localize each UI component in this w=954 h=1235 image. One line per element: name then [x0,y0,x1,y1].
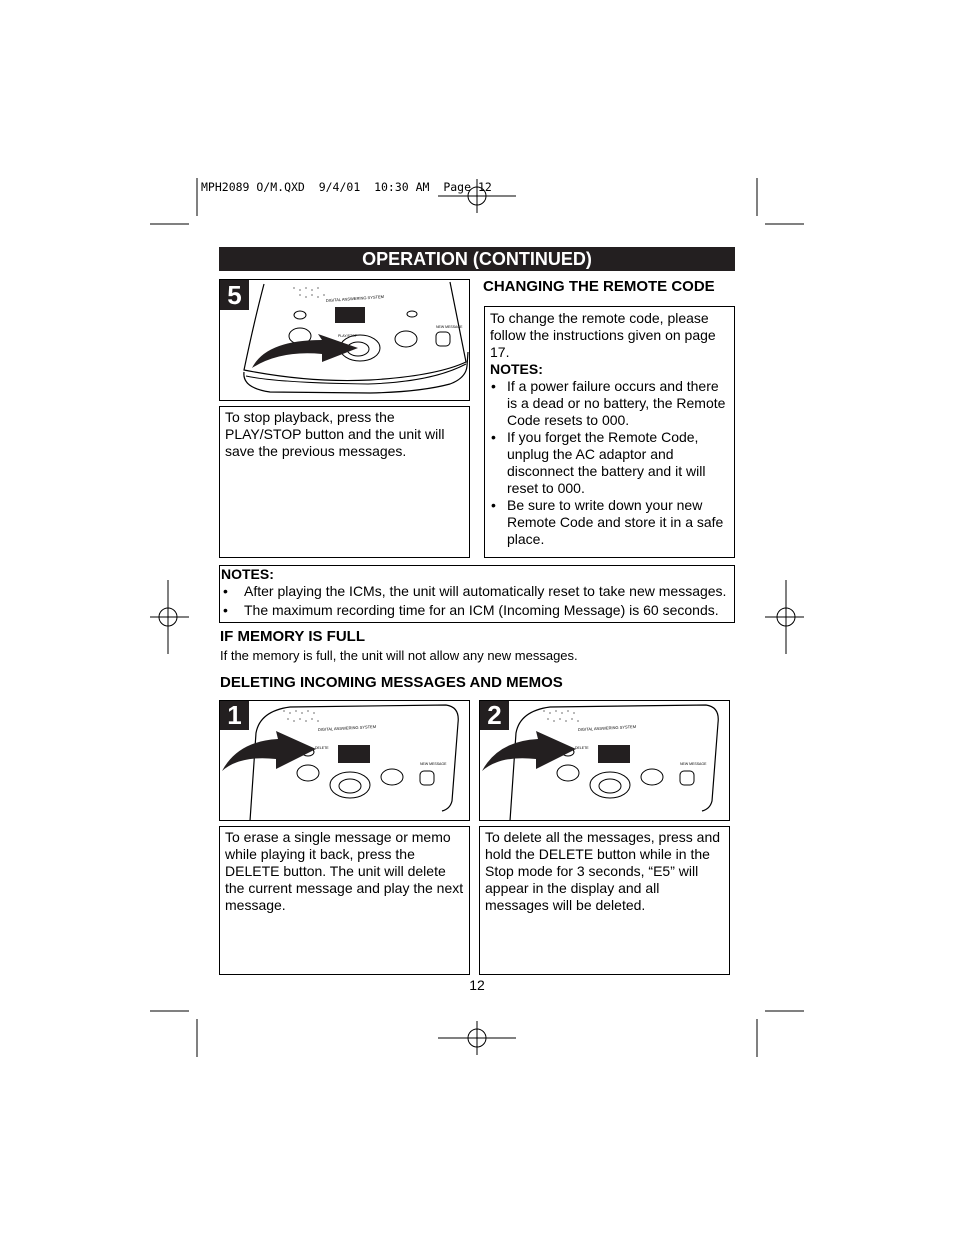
step2-caption-box [479,826,730,975]
step5-number: 5 [220,280,249,310]
remote-code-notes-label: NOTES: [490,361,543,377]
general-note: • After playing the ICMs, the unit will automatically reset to take new messages. [221,582,730,601]
memory-full-heading: IF MEMORY IS FULL [220,628,365,645]
answering-machine-image [240,280,470,401]
step1-caption-box [219,826,470,975]
delete-label: DELETE [575,746,589,750]
general-notes-box [219,565,735,623]
answering-machine-image [480,701,730,821]
brand-arc-label: DIGITAL ANSWERING SYSTEM [317,723,377,732]
general-note: • The maximum recording time for an ICM (Incoming Message) is 60 seconds. [221,601,730,620]
step5-illustration [219,279,470,401]
step2-illustration [479,700,730,821]
step2-number: 2 [480,701,509,730]
new-message-label: NEW MESSAGE [436,325,463,329]
playstop-label: PLAY/STOP [338,334,358,338]
general-notes-label: NOTES: [221,566,274,582]
new-message-label: NEW MESSAGE [680,762,707,766]
answering-machine-image [220,701,470,821]
step5-caption: To stop playback, press the PLAY/STOP button and the unit will save the previous messages. [225,409,445,459]
banner-title: OPERATION (CONTINUED) [362,248,592,269]
step1-illustration [219,700,470,821]
section-banner [219,247,735,271]
step5-caption-box [219,406,470,558]
page-number: 12 [469,977,485,993]
memory-full-text: If the memory is full, the unit will not allow any new messages. [220,648,578,663]
new-message-label: NEW MESSAGE [420,762,447,766]
file-slug-line: MPH2089 O/M.QXD 9/4/01 10:30 AM Page 12 [201,180,492,194]
step2-caption: To delete all the messages, press and hold the DELETE button while in the Stop mode for 3 seconds, “E5” will appear in the display and all messages will be deleted. [485,829,721,913]
brand-arc-label: DIGITAL ANSWERING SYSTEM [577,723,637,732]
step1-number: 1 [220,701,249,730]
step1-caption: To erase a single message or memo while playing it back, press the DELETE button. The unit will delete the current message and play the next message. [225,829,464,913]
remote-code-intro: To change the remote code, please follow the instructions given on page 17. [490,310,716,360]
remote-code-note: • If you forget the Remote Code, unplug the AC adaptor and disconnect the battery and it will reset to 000. [490,429,729,497]
remote-code-note: • If a power failure occurs and there is a dead or no battery, the Remote Code resets to 000. [490,378,729,429]
delete-label: DELETE [315,746,329,750]
brand-arc-label: DIGITAL ANSWERING SYSTEM [325,293,385,303]
remote-code-note: • Be sure to write down your new Remote Code and store it in a safe place. [490,497,729,548]
remote-code-heading: CHANGING THE REMOTE CODE [483,278,715,295]
deleting-heading: DELETING INCOMING MESSAGES AND MEMOS [220,674,563,691]
remote-code-box [484,306,735,558]
